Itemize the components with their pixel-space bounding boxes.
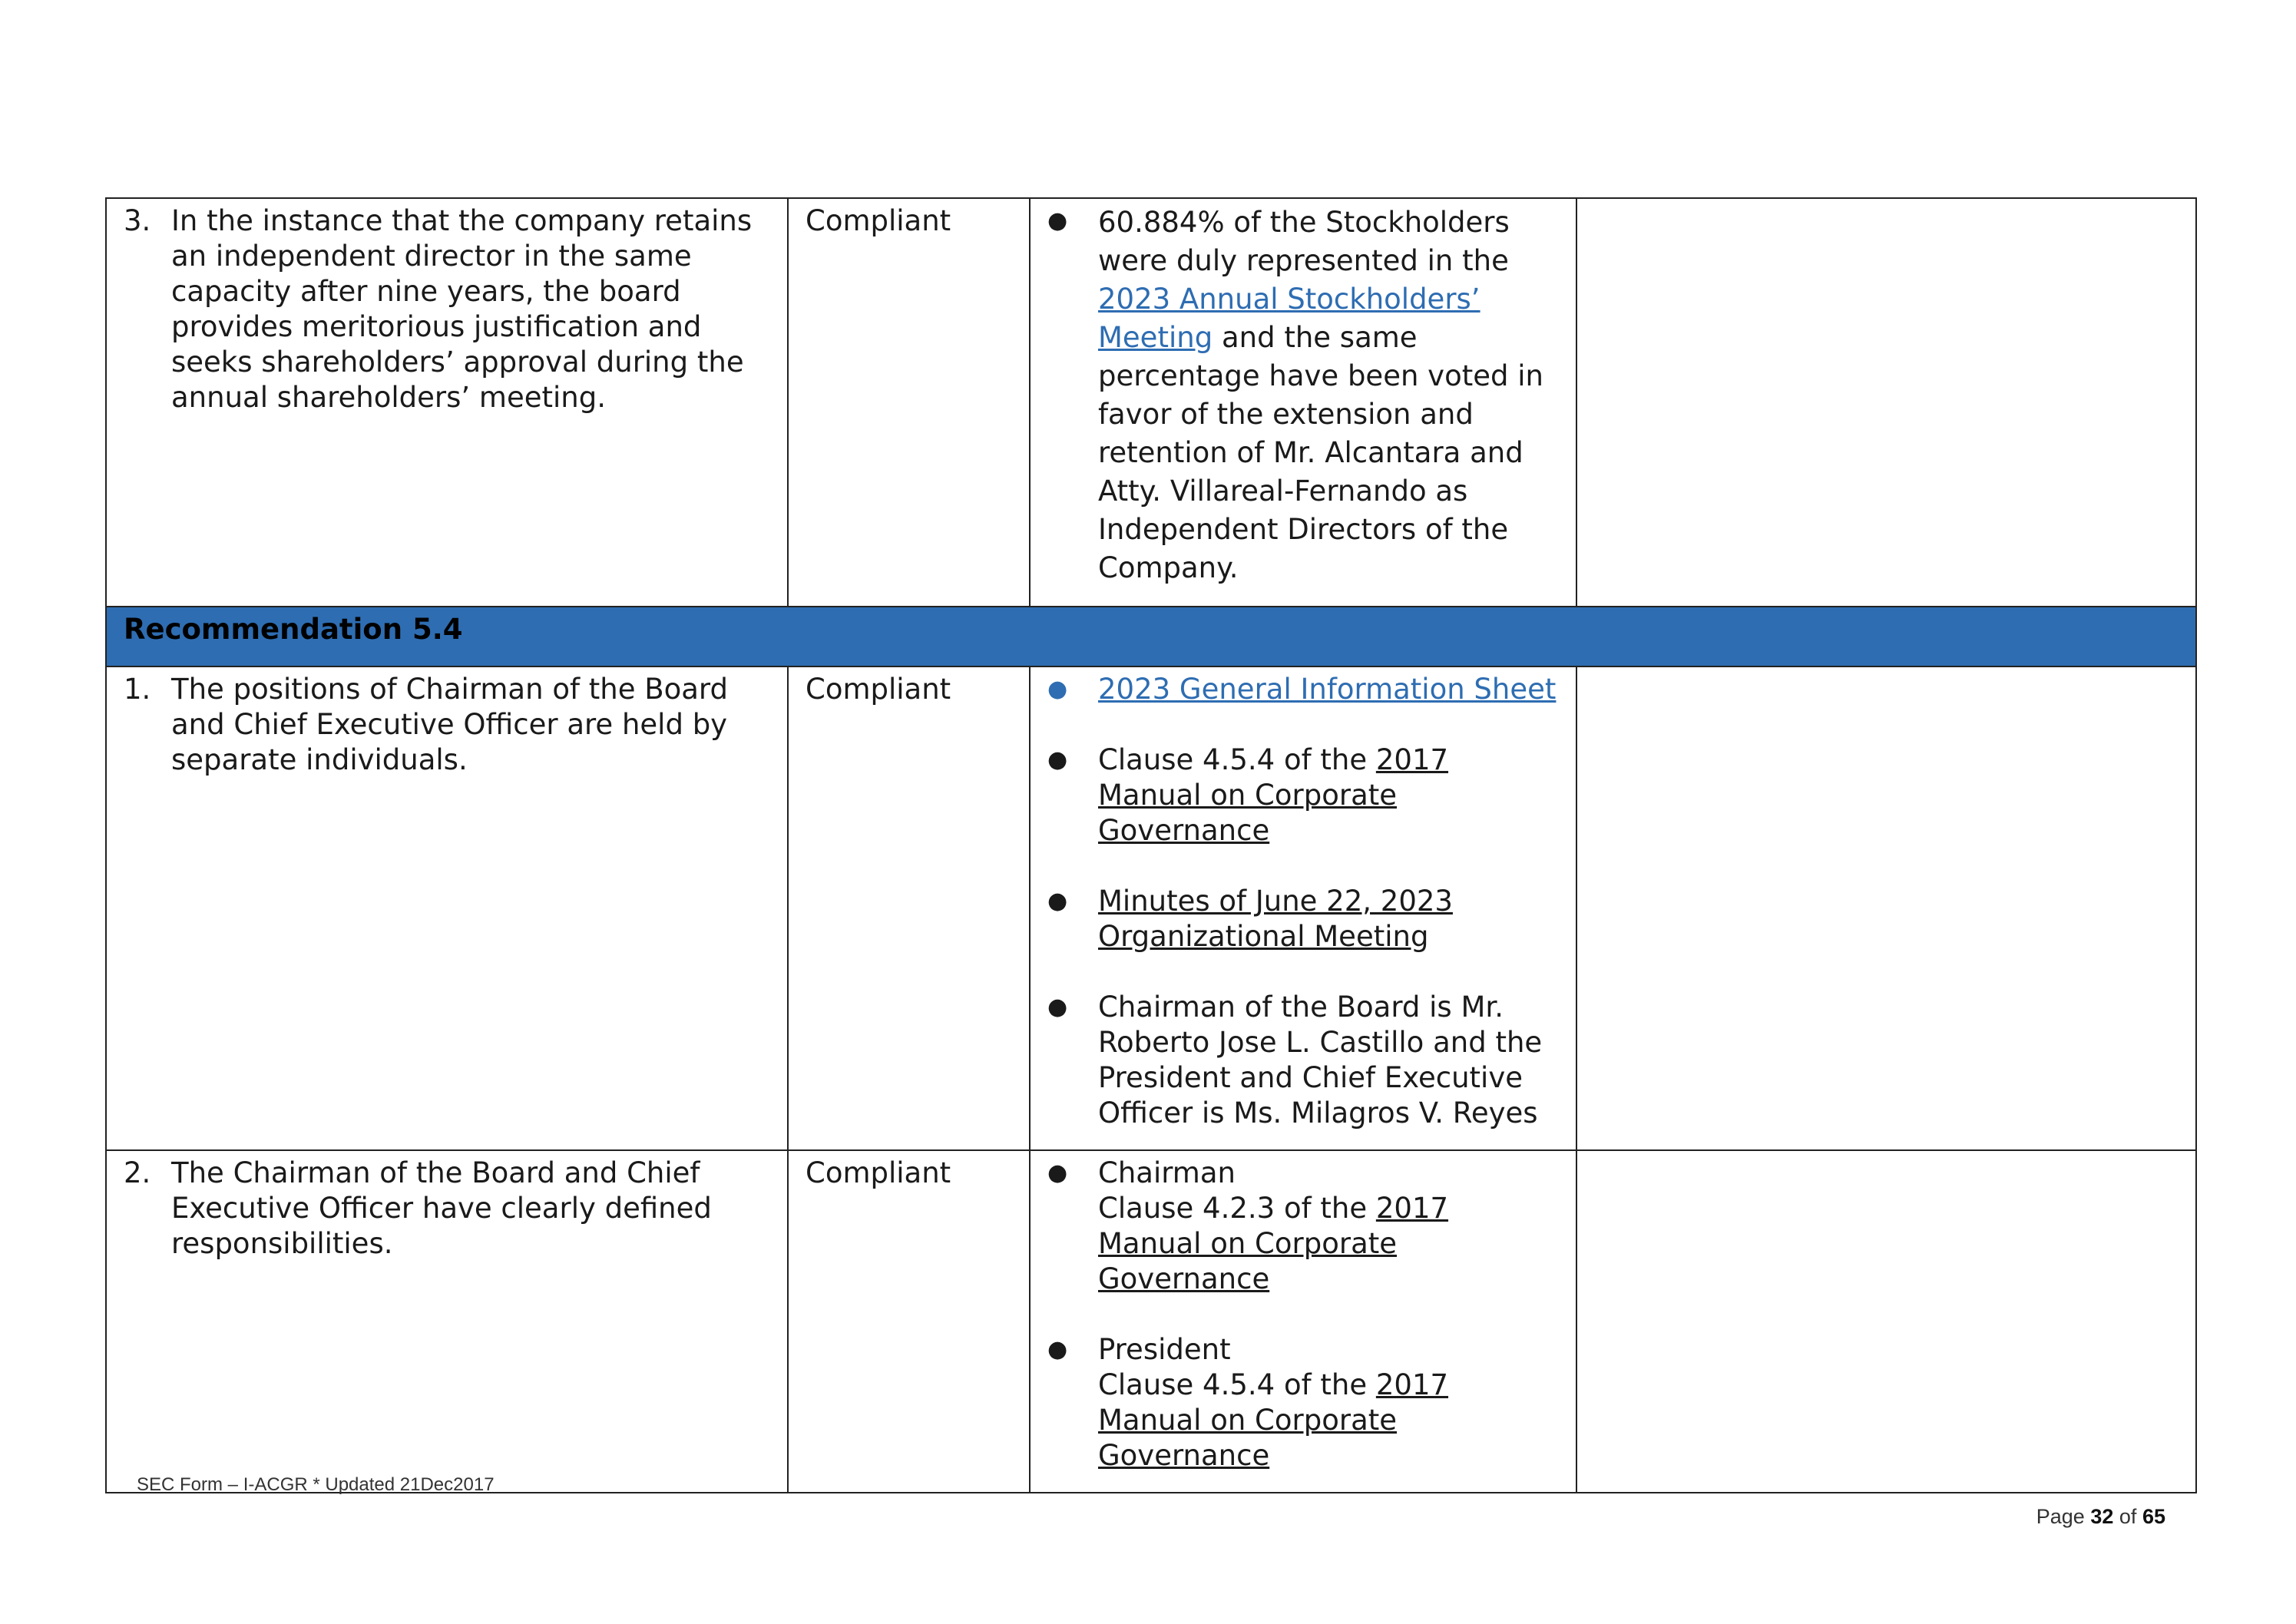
evidence-cell: ● 2023 General Information Sheet ● Clause 4.5.4 of the 2017 Manual on Corporate Governance ● Minutes of June 22, 2023 Organizational Meeting ● Chairman of the Board is Mr. Roberto Jose L. Castillo and the President and Chief Executive Officer is Ms. Milagros V. Reyes	[1030, 666, 1576, 1150]
requirement-cell	[106, 666, 788, 1150]
footer-form-label: SEC Form – I-ACGR * Updated 21Dec2017	[137, 1474, 495, 1495]
page-number: Page 32 of 65	[2036, 1505, 2165, 1528]
requirement-cell	[106, 1150, 788, 1493]
remarks-cell	[1576, 1150, 2196, 1493]
requirement-text: In the instance that the company retains an independent director in the same capacity after nine years, the board provides meritorious justification and seeks shareholders’ approval during the annual shareholders’ meeting.	[171, 204, 753, 414]
requirement-cell	[106, 198, 788, 607]
bullet-icon: ●	[1047, 676, 1068, 703]
bullet-icon: ●	[1047, 207, 1068, 234]
status-cell: Compliant	[788, 666, 1030, 1150]
bullet-icon: ●	[1047, 746, 1068, 773]
manual-link[interactable]: 2017 Manual on Corporate Governance	[1098, 743, 1449, 847]
gis-link[interactable]: 2023 General Information Sheet	[1098, 673, 1557, 706]
bullet-icon: ●	[1047, 1336, 1068, 1363]
remarks-cell	[1576, 666, 2196, 1150]
section-header-row	[106, 607, 2196, 666]
evidence-text: 60.884% of the Stockholders were duly represented in the 2023 Annual Stockholders’ Meeting and the same percentage have been voted in favor of the extension and retention of Mr. Alcantara and Atty. Villareal-Fernando as Independent Directors of the Company.	[1098, 206, 1543, 584]
manual-link[interactable]: 2017 Manual on Corporate Governance	[1098, 1192, 1449, 1295]
section-title: Recommendation 5.4	[106, 607, 2196, 666]
table-row	[106, 666, 2196, 1150]
remarks-cell	[1576, 198, 2196, 607]
evidence-cell: ● Chairman Clause 4.2.3 of the 2017 Manual on Corporate Governance ● President Clause 4.5.4 of the 2017 Manual on Corporate Governance	[1030, 1150, 1576, 1493]
requirement-text: The Chairman of the Board and Chief Executive Officer have clearly defined responsibilities.	[171, 1156, 712, 1260]
table-row	[106, 1150, 2196, 1493]
compliance-table	[105, 197, 2197, 1493]
evidence-heading: President	[1098, 1333, 1231, 1366]
bullet-icon: ●	[1047, 888, 1068, 915]
status-cell: Compliant	[788, 1150, 1030, 1493]
status-cell: Compliant	[788, 198, 1030, 607]
bullet-icon: ●	[1047, 1159, 1068, 1186]
item-number: 1.	[124, 673, 151, 706]
manual-link[interactable]: 2017 Manual on Corporate Governance	[1098, 1368, 1449, 1472]
evidence-heading: Chairman	[1098, 1156, 1236, 1189]
asm-link[interactable]: 2023 Annual Stockholders’ Meeting	[1098, 283, 1480, 354]
table-row	[106, 198, 2196, 607]
evidence-cell	[1030, 198, 1576, 607]
evidence-text: Chairman of the Board is Mr. Roberto Jose L. Castillo and the President and Chief Executive Officer is Ms. Milagros V. Reyes	[1098, 991, 1543, 1130]
minutes-link[interactable]: Minutes of June 22, 2023 Organizational Meeting	[1098, 885, 1453, 953]
item-number: 2.	[124, 1156, 151, 1189]
bullet-icon: ●	[1047, 994, 1068, 1020]
item-number: 3.	[124, 204, 151, 237]
requirement-text: The positions of Chairman of the Board and Chief Executive Officer are held by separate individuals.	[171, 673, 728, 776]
